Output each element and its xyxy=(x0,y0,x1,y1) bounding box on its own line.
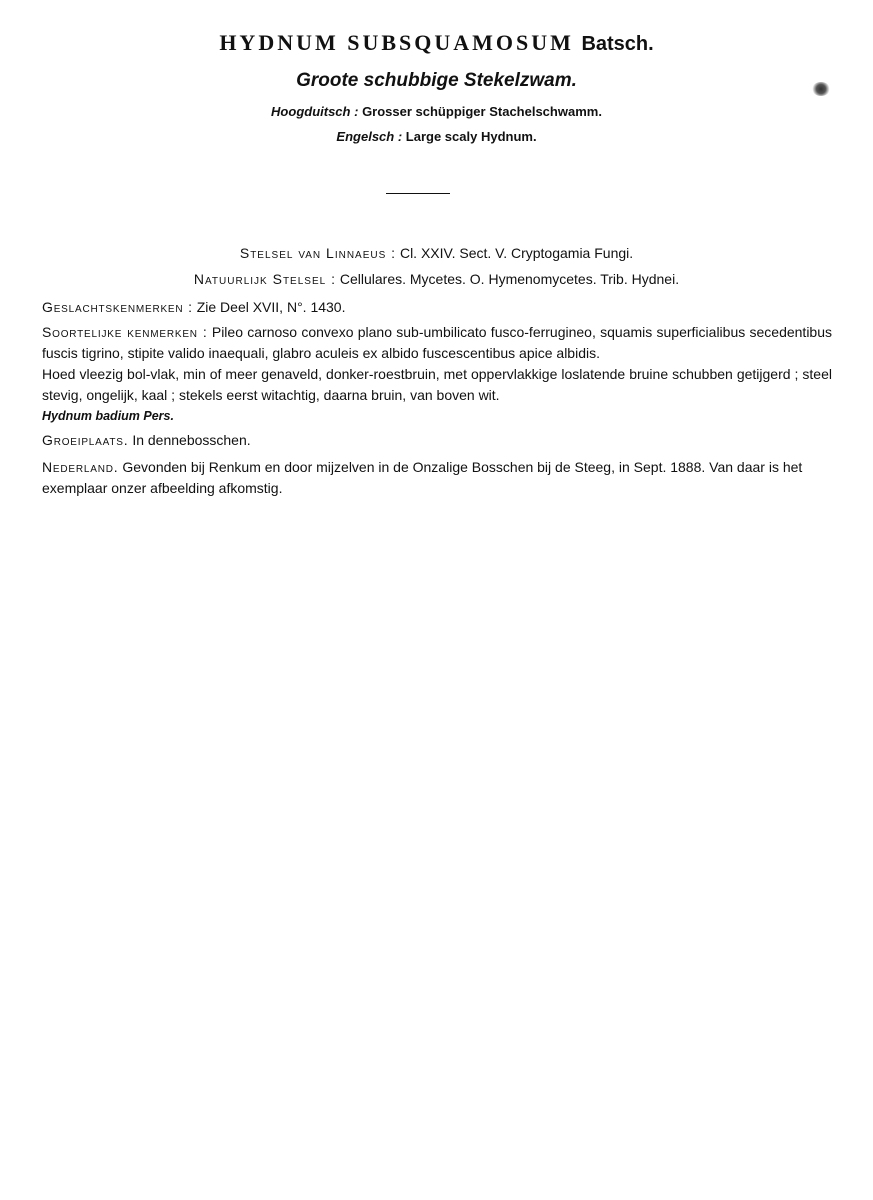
habitat xyxy=(42,430,832,451)
netherlands-label: Nederland. xyxy=(42,459,119,475)
species-label: Soortelijke kenmerken : xyxy=(42,324,208,340)
page-title xyxy=(0,30,873,56)
title-species: HYDNUM SUBSQUAMOSUM xyxy=(219,30,574,55)
english-name-line xyxy=(0,129,873,144)
english-label: Engelsch : xyxy=(336,129,403,144)
linnaeus-system-line xyxy=(0,245,873,261)
dutch-description: Hoed vleezig bol-vlak, min of meer genaveld, donker-roestbruin, met oppervlakkige loslatende bruine schubben getijgerd ; steel stevig, ongelijk, kaal ; stekels eerst witachtig, daarna bruin, van boven wit. xyxy=(42,366,832,403)
genus-characters xyxy=(42,297,832,318)
synonym: Hydnum badium Pers. xyxy=(42,409,174,423)
linnaeus-label: Stelsel van Linnaeus : xyxy=(239,245,397,261)
habitat-label: Groeiplaats. xyxy=(42,432,129,448)
german-name: Grosser schüppiger Stachelschwamm. xyxy=(362,104,602,119)
german-label: Hoogduitsch : xyxy=(271,104,359,119)
german-name-line xyxy=(0,104,873,119)
netherlands-text: Gevonden bij Renkum en door mijzelven in de Onzalige Bosschen bij de Steeg, in Sept. 1888. Van daar is het exemplaar onzer afbeelding afkomstig. xyxy=(42,459,803,496)
title-author: Batsch. xyxy=(581,33,654,55)
genus-text: Zie Deel XVII, N°. 1430. xyxy=(196,299,346,315)
genus-label: Geslachtskenmerken : xyxy=(42,299,193,315)
species-text: Pileo carnoso convexo plano sub-umbilicato fusco-ferrugineo, squamis superficialibus secedentibus fuscis tigrino, stipite valido inaequali, glabro aculeis ex albido fuscescentibus apice albidis. xyxy=(42,324,833,361)
natural-system-line xyxy=(0,271,873,287)
natural-text: Cellulares. Mycetes. O. Hymenomycetes. Trib. Hydnei. xyxy=(339,271,680,287)
habitat-text: In dennebosschen. xyxy=(132,432,251,448)
ink-smudge xyxy=(812,82,830,96)
netherlands-locality xyxy=(42,457,832,499)
natural-label: Natuurlijk Stelsel : xyxy=(193,271,336,287)
dutch-common-name: Groote schubbige Stekelzwam. xyxy=(296,70,577,91)
linnaeus-text: Cl. XXIV. Sect. V. Cryptogamia Fungi. xyxy=(399,245,634,261)
english-name: Large scaly Hydnum. xyxy=(405,129,537,144)
species-characters xyxy=(42,322,832,364)
divider-rule xyxy=(386,193,450,194)
